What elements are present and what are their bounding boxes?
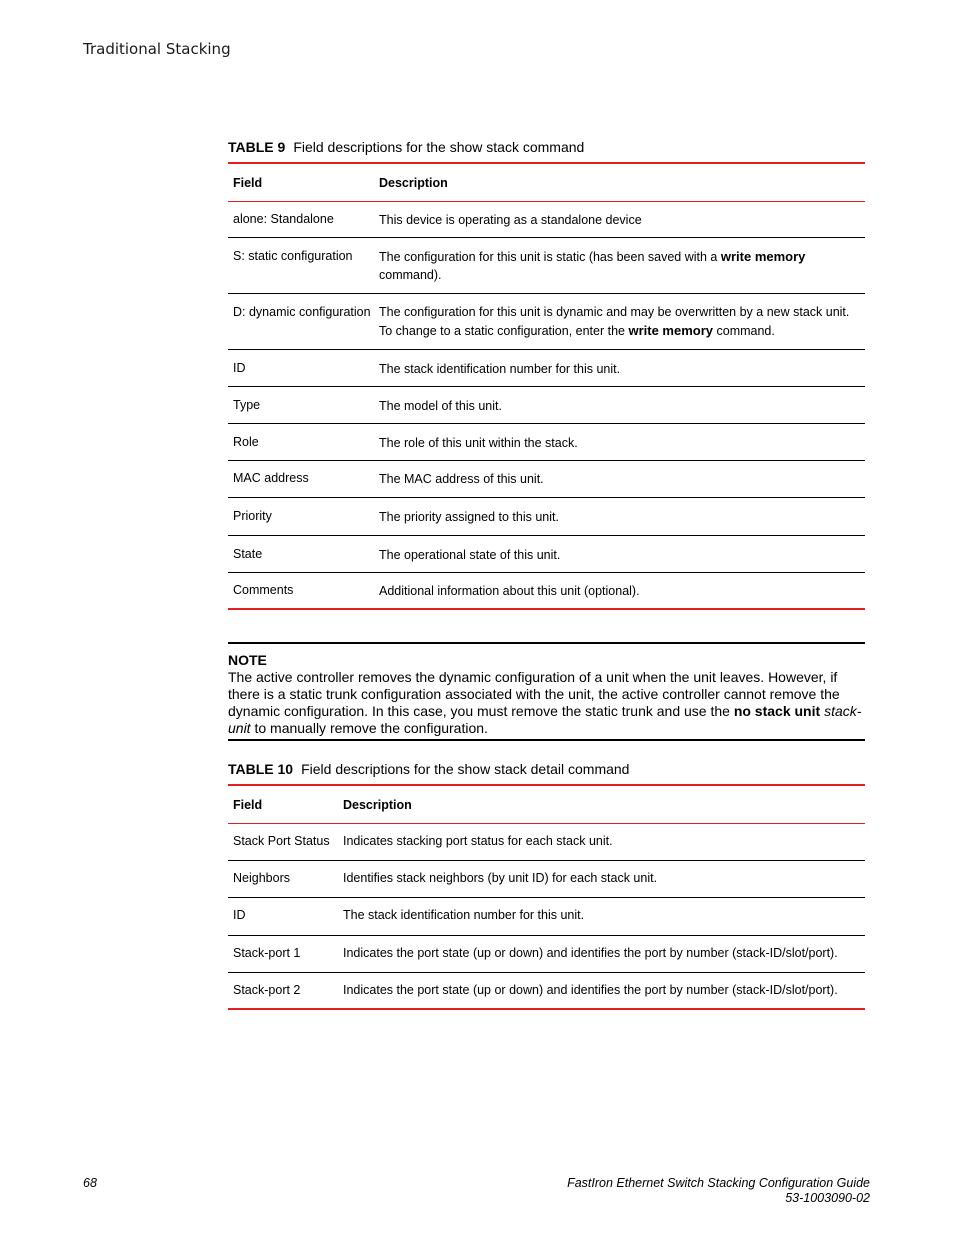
description-text-after: command. <box>713 323 775 338</box>
description-cell <box>379 211 865 237</box>
running-header: Traditional Stacking <box>83 40 231 58</box>
footer-doc-info <box>567 1176 870 1206</box>
table-row <box>228 536 865 573</box>
footer-doc-title: FastIron Ethernet Switch Stacking Configuration Guide <box>567 1176 870 1190</box>
table-9 <box>228 162 865 610</box>
table-row <box>228 861 865 898</box>
description-text-after: command). <box>379 267 442 282</box>
table-row <box>228 238 865 294</box>
field-cell: Priority <box>233 509 272 523</box>
note-text-post: to manually remove the configuration. <box>250 720 488 736</box>
note-text <box>228 669 865 737</box>
field-cell: Comments <box>233 583 294 597</box>
description-cell <box>379 304 865 349</box>
field-cell: Stack-port 1 <box>233 946 301 960</box>
field-cell: State <box>233 547 263 561</box>
table-row <box>228 573 865 610</box>
table-row <box>228 461 865 498</box>
note <box>228 642 865 741</box>
field-cell: ID <box>233 908 246 922</box>
description-text: The MAC address of this unit. <box>379 472 544 486</box>
description-cell <box>379 360 865 386</box>
table-row <box>228 387 865 424</box>
description-cell <box>379 434 865 460</box>
table-row <box>228 424 865 461</box>
column-header-field: Field <box>233 175 263 190</box>
note-title: NOTE <box>228 652 267 668</box>
description-text: The model of this unit. <box>379 399 502 413</box>
table-row <box>228 973 865 1010</box>
description-text: The operational state of this unit. <box>379 548 561 562</box>
field-cell: Stack-port 2 <box>233 983 301 997</box>
description-cell <box>379 470 865 497</box>
field-cell: Neighbors <box>233 871 290 885</box>
description-cell <box>379 397 865 423</box>
description-cell: Indicates the port state (up or down) and identifies the port by number (stack-ID/slot/port). <box>343 983 838 997</box>
note-argument: stack-unit <box>228 703 862 736</box>
table-10-caption <box>228 760 865 778</box>
table-header-row <box>228 162 865 202</box>
description-cell <box>379 508 865 535</box>
footer-doc-number: 53-1003090-02 <box>785 1191 870 1205</box>
command-text: write memory <box>628 322 714 338</box>
table-number: TABLE 9 <box>228 139 286 155</box>
field-cell: D: dynamic configuration <box>233 305 371 319</box>
table-header-row <box>228 784 865 824</box>
table-row <box>228 294 865 350</box>
field-cell: Stack Port Status <box>233 834 330 848</box>
description-text: This device is operating as a standalone device <box>379 213 642 227</box>
description-cell: Indicates stacking port status for each stack unit. <box>343 834 613 848</box>
table-10-block <box>228 760 865 1010</box>
note-text-pre: The active controller removes the dynamic configuration of a unit when the unit leaves. However, if there is a static trunk configuration associated with the unit, the active controller cannot remove the dynamic configuration. In this case, you must remove the static trunk and use the <box>228 669 840 719</box>
table-row <box>228 498 865 536</box>
table-caption-text: Field descriptions for the show stack command <box>293 139 585 155</box>
table-row <box>228 824 865 861</box>
page-number: 68 <box>83 1176 97 1190</box>
table-9-block <box>228 138 865 610</box>
column-header-field: Field <box>233 797 263 812</box>
description-cell: The stack identification number for this unit. <box>343 908 585 922</box>
description-cell <box>379 248 865 293</box>
table-row <box>228 350 865 387</box>
table-10 <box>228 784 865 1010</box>
description-cell: Identifies stack neighbors (by unit ID) for each stack unit. <box>343 871 658 885</box>
description-cell <box>379 546 865 572</box>
description-text: The stack identification number for this unit. <box>379 362 621 376</box>
field-cell: alone: Standalone <box>233 212 334 226</box>
table-number: TABLE 10 <box>228 761 294 777</box>
description-text: Additional information about this unit (optional). <box>379 584 640 598</box>
column-header-description: Description <box>379 175 448 190</box>
note-block <box>228 642 865 741</box>
description-cell <box>379 582 865 608</box>
column-header-description: Description <box>343 797 412 812</box>
field-cell: MAC address <box>233 471 309 485</box>
command-text: write memory <box>720 249 806 264</box>
table-9-caption <box>228 138 865 156</box>
field-cell: Role <box>233 435 259 449</box>
description-text: The role of this unit within the stack. <box>379 436 578 450</box>
table-row <box>228 936 865 973</box>
table-caption-text: Field descriptions for the show stack detail command <box>301 761 630 777</box>
table-row <box>228 898 865 936</box>
description-text: The priority assigned to this unit. <box>379 510 559 524</box>
description-text: The configuration for this unit is dynamic and may be overwritten by a new stack unit. To change to a static configuration, enter the <box>379 305 850 338</box>
field-cell: S: static configuration <box>233 249 353 263</box>
field-cell: Type <box>233 398 261 412</box>
description-cell: Indicates the port state (up or down) and identifies the port by number (stack-ID/slot/port). <box>343 946 838 960</box>
table-row <box>228 202 865 238</box>
description-text: The configuration for this unit is static (has been saved with a <box>379 250 721 264</box>
note-command: no stack unit <box>733 703 821 719</box>
field-cell: ID <box>233 361 246 375</box>
